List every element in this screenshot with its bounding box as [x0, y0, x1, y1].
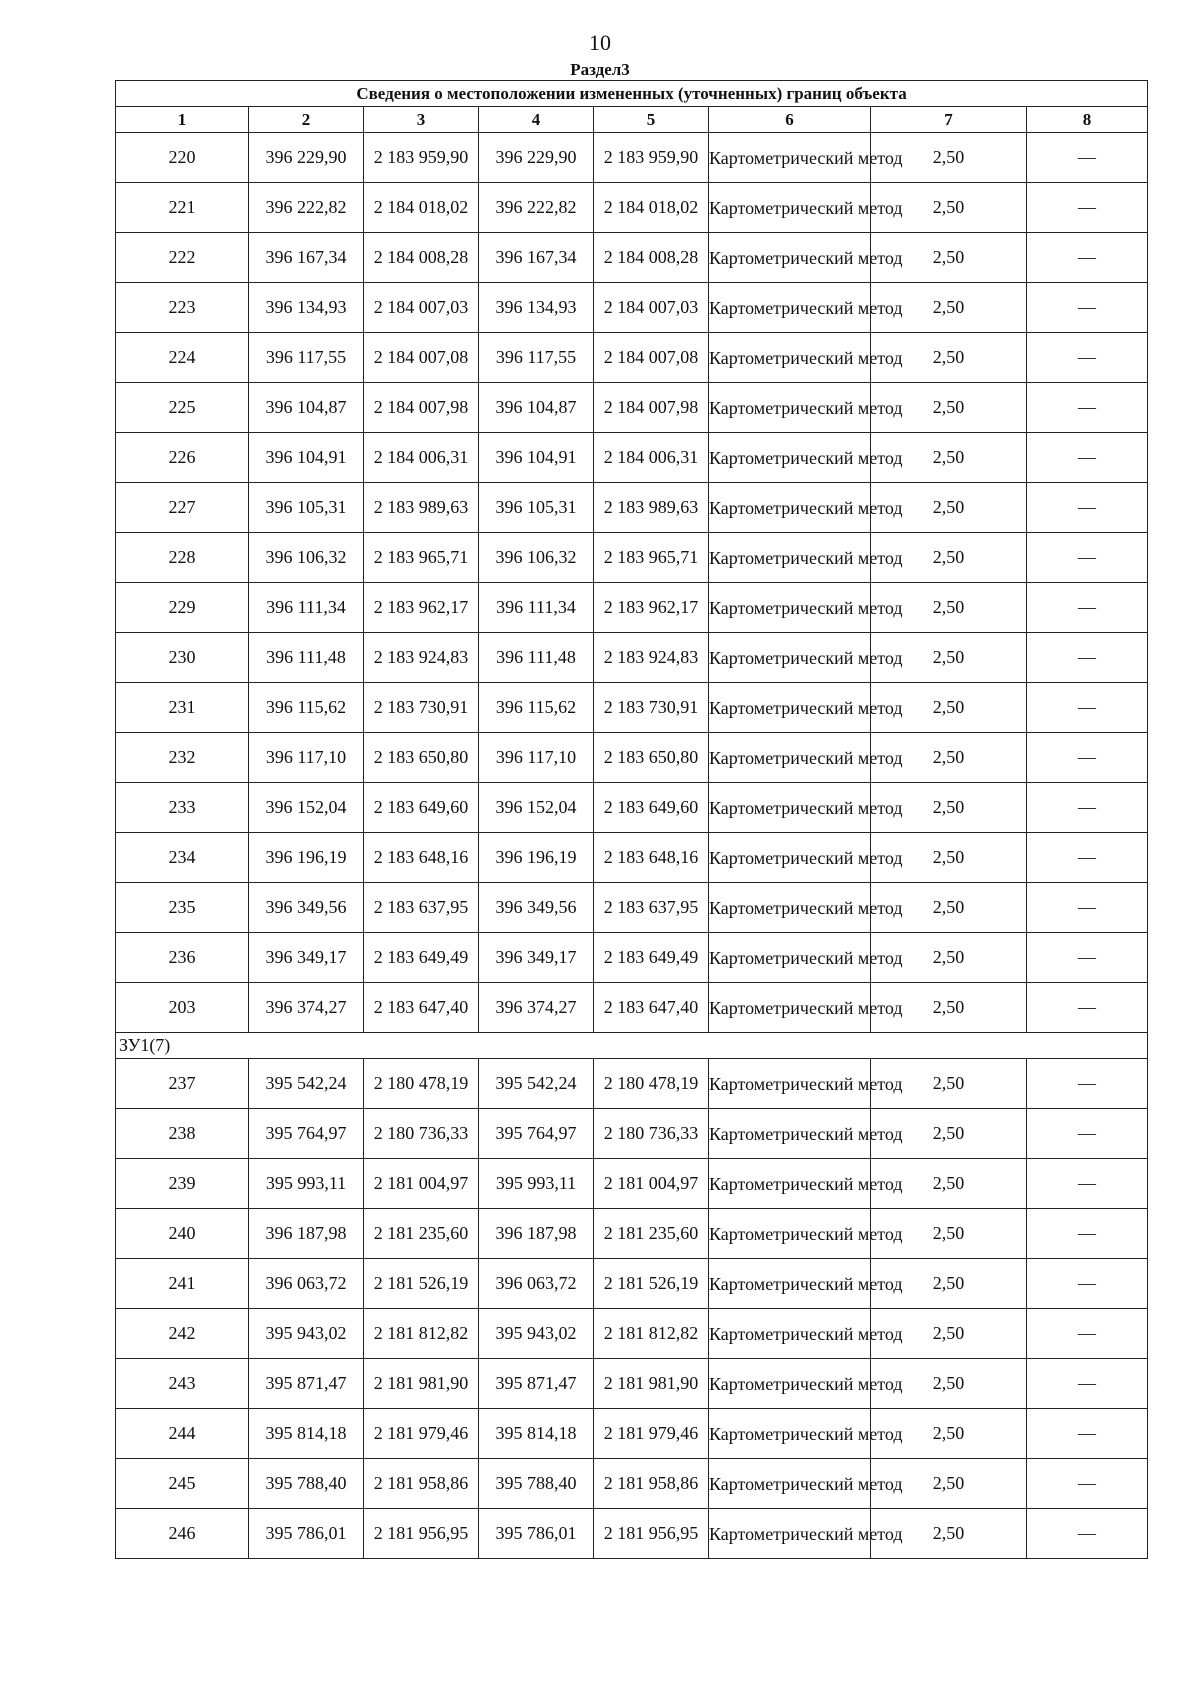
table-cell-col-3: 2 183 649,60 [364, 783, 479, 833]
table-cell-col-5: 2 183 965,71 [594, 533, 709, 583]
table-cell-col-5: 2 184 007,08 [594, 333, 709, 383]
table-cell-col-1: 220 [116, 133, 249, 183]
table-cell-col-4: 395 943,02 [479, 1309, 594, 1359]
table-cell-col-7: 2,50 [871, 383, 1027, 433]
table-cell-col-2: 395 764,97 [249, 1109, 364, 1159]
table-cell-col-1: 242 [116, 1309, 249, 1359]
table-cell-col-8: — [1027, 1059, 1148, 1109]
table-cell-col-7: 2,50 [871, 733, 1027, 783]
table-cell-col-4: 396 349,56 [479, 883, 594, 933]
table-cell-col-8: — [1027, 983, 1148, 1033]
table-cell-col-3: 2 181 526,19 [364, 1259, 479, 1309]
table-cell-col-6: Картометрический метод [709, 1409, 871, 1459]
table-cell-col-4: 396 063,72 [479, 1259, 594, 1309]
table-cell-col-4: 395 871,47 [479, 1359, 594, 1409]
table-row [116, 1109, 1148, 1159]
table-row [116, 283, 1148, 333]
table-cell-col-5: 2 183 962,17 [594, 583, 709, 633]
table-cell-col-5: 2 184 008,28 [594, 233, 709, 283]
table-cell-col-4: 396 111,34 [479, 583, 594, 633]
table-cell-col-8: — [1027, 783, 1148, 833]
table-cell-col-6: Картометрический метод [709, 583, 871, 633]
table-cell-col-6: Картометрический метод [709, 1359, 871, 1409]
table-cell-col-5: 2 181 981,90 [594, 1359, 709, 1409]
table-cell-col-3: 2 184 008,28 [364, 233, 479, 283]
table-cell-col-3: 2 183 989,63 [364, 483, 479, 533]
table-cell-col-8: — [1027, 1359, 1148, 1409]
table-row [116, 533, 1148, 583]
table-cell-col-8: — [1027, 1159, 1148, 1209]
table-cell-col-5: 2 184 007,98 [594, 383, 709, 433]
table-cell-col-4: 396 117,10 [479, 733, 594, 783]
table-cell-col-4: 395 788,40 [479, 1459, 594, 1509]
table-cell-col-2: 396 222,82 [249, 183, 364, 233]
table-cell-col-4: 396 196,19 [479, 833, 594, 883]
table-row [116, 183, 1148, 233]
table-cell-col-5: 2 181 956,95 [594, 1509, 709, 1559]
table-cell-col-5: 2 181 004,97 [594, 1159, 709, 1209]
table-cell-col-2: 395 542,24 [249, 1059, 364, 1109]
table-cell-col-7: 2,50 [871, 1459, 1027, 1509]
table-cell-col-1: 235 [116, 883, 249, 933]
table-cell-col-3: 2 181 981,90 [364, 1359, 479, 1409]
table-cell-col-2: 396 117,55 [249, 333, 364, 383]
table-cell-col-6: Картометрический метод [709, 1309, 871, 1359]
table-cell-col-8: — [1027, 1259, 1148, 1309]
table-row [116, 1509, 1148, 1559]
table-cell-col-2: 395 993,11 [249, 1159, 364, 1209]
table-cell-col-4: 396 111,48 [479, 633, 594, 683]
table-cell-col-8: — [1027, 683, 1148, 733]
table-cell-col-6: Картометрический метод [709, 533, 871, 583]
table-cell-col-5: 2 181 958,86 [594, 1459, 709, 1509]
table-cell-col-1: 203 [116, 983, 249, 1033]
table-row [116, 1209, 1148, 1259]
table-cell-col-1: 232 [116, 733, 249, 783]
table-cell-col-3: 2 181 956,95 [364, 1509, 479, 1559]
table-cell-col-8: — [1027, 1309, 1148, 1359]
table-cell-col-5: 2 180 478,19 [594, 1059, 709, 1109]
table-caption: Сведения о местоположении измененных (уточненных) границ объекта [116, 81, 1148, 107]
table-cell-col-4: 396 104,87 [479, 383, 594, 433]
table-cell-col-3: 2 183 959,90 [364, 133, 479, 183]
table-cell-col-4: 396 152,04 [479, 783, 594, 833]
table-cell-col-1: 233 [116, 783, 249, 833]
table-cell-col-7: 2,50 [871, 1259, 1027, 1309]
table-cell-col-7: 2,50 [871, 1309, 1027, 1359]
table-cell-col-3: 2 183 965,71 [364, 533, 479, 583]
table-cell-col-6: Картометрический метод [709, 283, 871, 333]
table-cell-col-2: 396 104,87 [249, 383, 364, 433]
column-header-1: 1 [116, 107, 249, 133]
column-header-4: 4 [479, 107, 594, 133]
table-cell-col-3: 2 183 650,80 [364, 733, 479, 783]
table-cell-col-5: 2 183 924,83 [594, 633, 709, 683]
table-cell-col-2: 396 349,56 [249, 883, 364, 933]
table-cell-col-1: 244 [116, 1409, 249, 1459]
table-cell-col-3: 2 184 007,08 [364, 333, 479, 383]
table-cell-col-8: — [1027, 133, 1148, 183]
table-cell-col-1: 240 [116, 1209, 249, 1259]
table-cell-col-3: 2 181 235,60 [364, 1209, 479, 1259]
table-cell-col-6: Картометрический метод [709, 383, 871, 433]
table-cell-col-7: 2,50 [871, 283, 1027, 333]
table-cell-col-1: 234 [116, 833, 249, 883]
table-cell-col-8: — [1027, 1509, 1148, 1559]
table-cell-col-6: Картометрический метод [709, 333, 871, 383]
table-cell-col-2: 396 374,27 [249, 983, 364, 1033]
table-cell-col-5: 2 183 647,40 [594, 983, 709, 1033]
table-cell-col-1: 228 [116, 533, 249, 583]
table-cell-col-8: — [1027, 283, 1148, 333]
table-cell-col-2: 396 152,04 [249, 783, 364, 833]
table-cell-col-2: 396 229,90 [249, 133, 364, 183]
table-cell-col-5: 2 181 526,19 [594, 1259, 709, 1309]
table-cell-col-5: 2 183 959,90 [594, 133, 709, 183]
table-cell-col-6: Картометрический метод [709, 433, 871, 483]
table-cell-col-3: 2 184 018,02 [364, 183, 479, 233]
table-cell-col-1: 227 [116, 483, 249, 533]
table-row [116, 1259, 1148, 1309]
table-cell-col-4: 396 229,90 [479, 133, 594, 183]
table-cell-col-7: 2,50 [871, 1359, 1027, 1409]
table-cell-col-5: 2 183 649,49 [594, 933, 709, 983]
table-cell-col-2: 395 871,47 [249, 1359, 364, 1409]
section-title: Раздел3 [570, 60, 630, 79]
table-cell-col-1: 224 [116, 333, 249, 383]
table-cell-col-2: 396 111,48 [249, 633, 364, 683]
table-cell-col-2: 396 105,31 [249, 483, 364, 533]
table-cell-col-5: 2 183 650,80 [594, 733, 709, 783]
table-cell-col-6: Картометрический метод [709, 733, 871, 783]
table-row [116, 1459, 1148, 1509]
table-row [116, 783, 1148, 833]
table-cell-col-5: 2 184 006,31 [594, 433, 709, 483]
table-cell-col-5: 2 183 648,16 [594, 833, 709, 883]
table-cell-col-8: — [1027, 533, 1148, 583]
group-row [116, 1033, 1148, 1059]
table-cell-col-4: 395 786,01 [479, 1509, 594, 1559]
table-cell-col-8: — [1027, 233, 1148, 283]
table-cell-col-4: 396 115,62 [479, 683, 594, 733]
table-row [116, 383, 1148, 433]
table-row [116, 683, 1148, 733]
table-cell-col-1: 221 [116, 183, 249, 233]
table-cell-col-7: 2,50 [871, 533, 1027, 583]
table-cell-col-6: Картометрический метод [709, 183, 871, 233]
table-row [116, 333, 1148, 383]
table-cell-col-3: 2 183 924,83 [364, 633, 479, 683]
table-cell-col-3: 2 184 007,03 [364, 283, 479, 333]
table-cell-col-3: 2 181 958,86 [364, 1459, 479, 1509]
group-label: ЗУ1(7) [116, 1033, 1148, 1059]
table-cell-col-2: 396 117,10 [249, 733, 364, 783]
table-cell-col-1: 231 [116, 683, 249, 733]
table-cell-col-7: 2,50 [871, 883, 1027, 933]
table-cell-col-1: 241 [116, 1259, 249, 1309]
table-cell-col-8: — [1027, 933, 1148, 983]
table-cell-col-8: — [1027, 483, 1148, 533]
table-cell-col-4: 396 222,82 [479, 183, 594, 233]
page-number: 10 [589, 30, 611, 55]
table-cell-col-3: 2 183 648,16 [364, 833, 479, 883]
column-header-6: 6 [709, 107, 871, 133]
table-cell-col-4: 396 134,93 [479, 283, 594, 333]
table-cell-col-5: 2 184 007,03 [594, 283, 709, 333]
table-cell-col-1: 236 [116, 933, 249, 983]
table-cell-col-7: 2,50 [871, 933, 1027, 983]
table-cell-col-7: 2,50 [871, 433, 1027, 483]
table-cell-col-8: — [1027, 633, 1148, 683]
table-cell-col-5: 2 181 812,82 [594, 1309, 709, 1359]
table-cell-col-7: 2,50 [871, 483, 1027, 533]
table-cell-col-6: Картометрический метод [709, 1209, 871, 1259]
table-cell-col-3: 2 183 647,40 [364, 983, 479, 1033]
table-cell-col-5: 2 184 018,02 [594, 183, 709, 233]
table-cell-col-1: 230 [116, 633, 249, 683]
table-cell-col-8: — [1027, 733, 1148, 783]
table-cell-col-7: 2,50 [871, 1209, 1027, 1259]
table-cell-col-5: 2 180 736,33 [594, 1109, 709, 1159]
table-cell-col-6: Картометрический метод [709, 1509, 871, 1559]
table-cell-col-3: 2 180 478,19 [364, 1059, 479, 1109]
table-cell-col-7: 2,50 [871, 333, 1027, 383]
table-cell-col-5: 2 183 730,91 [594, 683, 709, 733]
table-row [116, 1059, 1148, 1109]
column-header-7: 7 [871, 107, 1027, 133]
table-cell-col-4: 396 105,31 [479, 483, 594, 533]
table-cell-col-5: 2 183 989,63 [594, 483, 709, 533]
table-cell-col-7: 2,50 [871, 183, 1027, 233]
table-row [116, 833, 1148, 883]
table-row [116, 483, 1148, 533]
table-cell-col-7: 2,50 [871, 1409, 1027, 1459]
table-cell-col-1: 246 [116, 1509, 249, 1559]
table-cell-col-2: 396 104,91 [249, 433, 364, 483]
column-header-3: 3 [364, 107, 479, 133]
table-cell-col-2: 396 106,32 [249, 533, 364, 583]
table-cell-col-6: Картометрический метод [709, 883, 871, 933]
table-cell-col-1: 238 [116, 1109, 249, 1159]
table-cell-col-2: 396 349,17 [249, 933, 364, 983]
table-cell-col-1: 237 [116, 1059, 249, 1109]
table-cell-col-7: 2,50 [871, 1509, 1027, 1559]
table-cell-col-8: — [1027, 1459, 1148, 1509]
table-cell-col-8: — [1027, 333, 1148, 383]
table-cell-col-6: Картометрический метод [709, 1159, 871, 1209]
table-row [116, 633, 1148, 683]
table-cell-col-6: Картометрический метод [709, 683, 871, 733]
table-cell-col-7: 2,50 [871, 1159, 1027, 1209]
table-row [116, 1359, 1148, 1409]
table-cell-col-2: 396 111,34 [249, 583, 364, 633]
table-row [116, 983, 1148, 1033]
table-cell-col-6: Картометрический метод [709, 983, 871, 1033]
table-cell-col-8: — [1027, 1109, 1148, 1159]
table-cell-col-7: 2,50 [871, 983, 1027, 1033]
table-cell-col-6: Картометрический метод [709, 1109, 871, 1159]
table-cell-col-8: — [1027, 833, 1148, 883]
table-cell-col-4: 396 374,27 [479, 983, 594, 1033]
table-cell-col-6: Картометрический метод [709, 1059, 871, 1109]
table-cell-col-2: 395 786,01 [249, 1509, 364, 1559]
table-cell-col-8: — [1027, 1409, 1148, 1459]
table-header-row [116, 107, 1148, 133]
table-cell-col-8: — [1027, 883, 1148, 933]
table-cell-col-5: 2 183 637,95 [594, 883, 709, 933]
table-cell-col-6: Картометрический метод [709, 833, 871, 883]
table-cell-col-3: 2 181 004,97 [364, 1159, 479, 1209]
table-cell-col-1: 243 [116, 1359, 249, 1409]
table-cell-col-4: 396 106,32 [479, 533, 594, 583]
table-cell-col-8: — [1027, 583, 1148, 633]
table-cell-col-1: 245 [116, 1459, 249, 1509]
table-cell-col-5: 2 183 649,60 [594, 783, 709, 833]
table-cell-col-3: 2 184 007,98 [364, 383, 479, 433]
table-cell-col-6: Картометрический метод [709, 483, 871, 533]
table-row [116, 1309, 1148, 1359]
table-cell-col-6: Картометрический метод [709, 133, 871, 183]
table-cell-col-8: — [1027, 1209, 1148, 1259]
table-cell-col-1: 223 [116, 283, 249, 333]
table-cell-col-6: Картометрический метод [709, 1259, 871, 1309]
table-cell-col-6: Картометрический метод [709, 1459, 871, 1509]
table-cell-col-7: 2,50 [871, 133, 1027, 183]
table-cell-col-3: 2 183 730,91 [364, 683, 479, 733]
table-cell-col-6: Картометрический метод [709, 633, 871, 683]
table-cell-col-2: 396 063,72 [249, 1259, 364, 1309]
table-cell-col-2: 395 943,02 [249, 1309, 364, 1359]
table-cell-col-2: 396 196,19 [249, 833, 364, 883]
table-cell-col-3: 2 181 979,46 [364, 1409, 479, 1459]
table-cell-col-1: 226 [116, 433, 249, 483]
table-cell-col-3: 2 180 736,33 [364, 1109, 479, 1159]
table-cell-col-7: 2,50 [871, 1059, 1027, 1109]
table-cell-col-6: Картометрический метод [709, 783, 871, 833]
table-row [116, 883, 1148, 933]
table-cell-col-7: 2,50 [871, 783, 1027, 833]
table-cell-col-3: 2 181 812,82 [364, 1309, 479, 1359]
table-cell-col-2: 396 187,98 [249, 1209, 364, 1259]
table-cell-col-2: 395 788,40 [249, 1459, 364, 1509]
table-row [116, 933, 1148, 983]
table-cell-col-4: 395 764,97 [479, 1109, 594, 1159]
table-cell-col-4: 396 167,34 [479, 233, 594, 283]
table-cell-col-2: 396 134,93 [249, 283, 364, 333]
table-cell-col-2: 396 115,62 [249, 683, 364, 733]
table-cell-col-1: 225 [116, 383, 249, 433]
column-header-5: 5 [594, 107, 709, 133]
table-cell-col-7: 2,50 [871, 1109, 1027, 1159]
table-cell-col-4: 395 993,11 [479, 1159, 594, 1209]
table-row [116, 233, 1148, 283]
table-cell-col-7: 2,50 [871, 633, 1027, 683]
table-cell-col-6: Картометрический метод [709, 233, 871, 283]
table-cell-col-5: 2 181 979,46 [594, 1409, 709, 1459]
table-cell-col-4: 396 349,17 [479, 933, 594, 983]
table-cell-col-1: 222 [116, 233, 249, 283]
table-cell-col-3: 2 183 649,49 [364, 933, 479, 983]
table-cell-col-4: 395 814,18 [479, 1409, 594, 1459]
table-cell-col-3: 2 184 006,31 [364, 433, 479, 483]
table-cell-col-4: 396 187,98 [479, 1209, 594, 1259]
table-cell-col-7: 2,50 [871, 233, 1027, 283]
table-row [116, 1159, 1148, 1209]
table-row [116, 733, 1148, 783]
table-cell-col-4: 395 542,24 [479, 1059, 594, 1109]
table-cell-col-7: 2,50 [871, 583, 1027, 633]
table-cell-col-4: 396 117,55 [479, 333, 594, 383]
table-cell-col-2: 395 814,18 [249, 1409, 364, 1459]
column-header-8: 8 [1027, 107, 1148, 133]
table-cell-col-2: 396 167,34 [249, 233, 364, 283]
table-cell-col-5: 2 181 235,60 [594, 1209, 709, 1259]
table-cell-col-3: 2 183 637,95 [364, 883, 479, 933]
table-row [116, 433, 1148, 483]
table-cell-col-8: — [1027, 433, 1148, 483]
table-cell-col-8: — [1027, 383, 1148, 433]
table-cell-col-6: Картометрический метод [709, 933, 871, 983]
table-row [116, 133, 1148, 183]
table-cell-col-7: 2,50 [871, 683, 1027, 733]
table-cell-col-1: 239 [116, 1159, 249, 1209]
table-row [116, 583, 1148, 633]
column-header-2: 2 [249, 107, 364, 133]
table-body [116, 133, 1148, 1559]
table-cell-col-4: 396 104,91 [479, 433, 594, 483]
table-cell-col-3: 2 183 962,17 [364, 583, 479, 633]
table-row [116, 1409, 1148, 1459]
table-cell-col-8: — [1027, 183, 1148, 233]
table-cell-col-7: 2,50 [871, 833, 1027, 883]
coordinates-table [115, 80, 1148, 1559]
table-cell-col-1: 229 [116, 583, 249, 633]
